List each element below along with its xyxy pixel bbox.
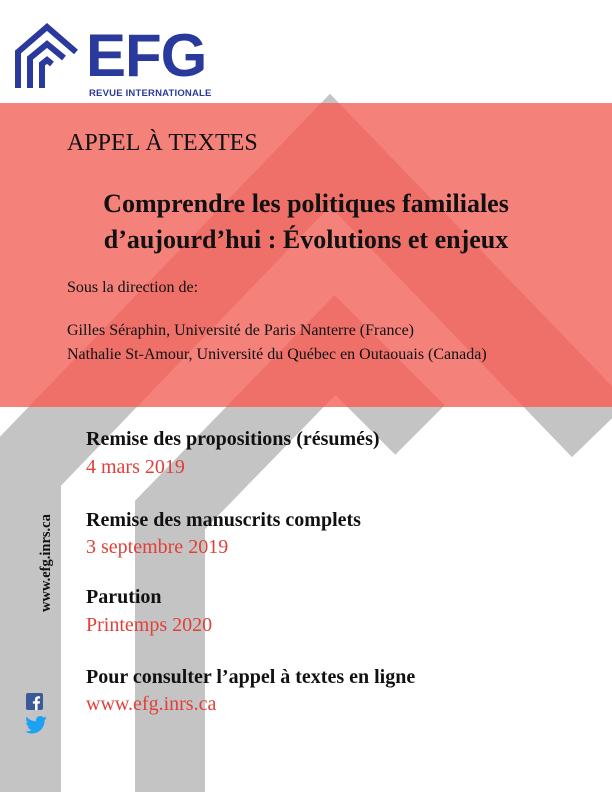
deadline-label-proposals: Remise des propositions (résumés) — [86, 428, 380, 450]
editor-1: Gilles Séraphin, Université de Paris Nanterre (France) — [67, 322, 414, 339]
side-website-url[interactable]: www.efg.inrs.ca — [38, 514, 54, 612]
online-call-link[interactable]: www.efg.inrs.ca — [86, 693, 217, 715]
deadline-label-publication: Parution — [86, 586, 162, 608]
call-title-line-1: Comprendre les politiques familiales — [103, 189, 509, 218]
logo-name: EFG — [86, 22, 207, 89]
facebook-icon[interactable] — [26, 693, 43, 710]
editor-2: Nathalie St-Amour, Université du Québec en Outaouais (Canada) — [67, 346, 487, 363]
call-title-line-2: d’aujourd’hui : Évolutions et enjeux — [103, 225, 509, 254]
efg-logo — [14, 22, 214, 104]
deadline-value-proposals: 4 mars 2019 — [86, 456, 185, 478]
call-heading: APPEL À TEXTES — [67, 130, 258, 156]
deadline-value-manuscripts: 3 septembre 2019 — [86, 536, 229, 558]
deadline-label-manuscripts: Remise des manuscrits complets — [86, 509, 361, 531]
online-call-label: Pour consulter l’appel à textes en ligne — [86, 666, 416, 688]
deadline-value-publication: Printemps 2020 — [86, 614, 213, 636]
house-logo-icon — [14, 22, 80, 88]
logo-tagline: REVUE INTERNATIONALE — [89, 88, 212, 99]
twitter-icon[interactable] — [25, 716, 47, 734]
direction-label: Sous la direction de: — [67, 279, 199, 296]
